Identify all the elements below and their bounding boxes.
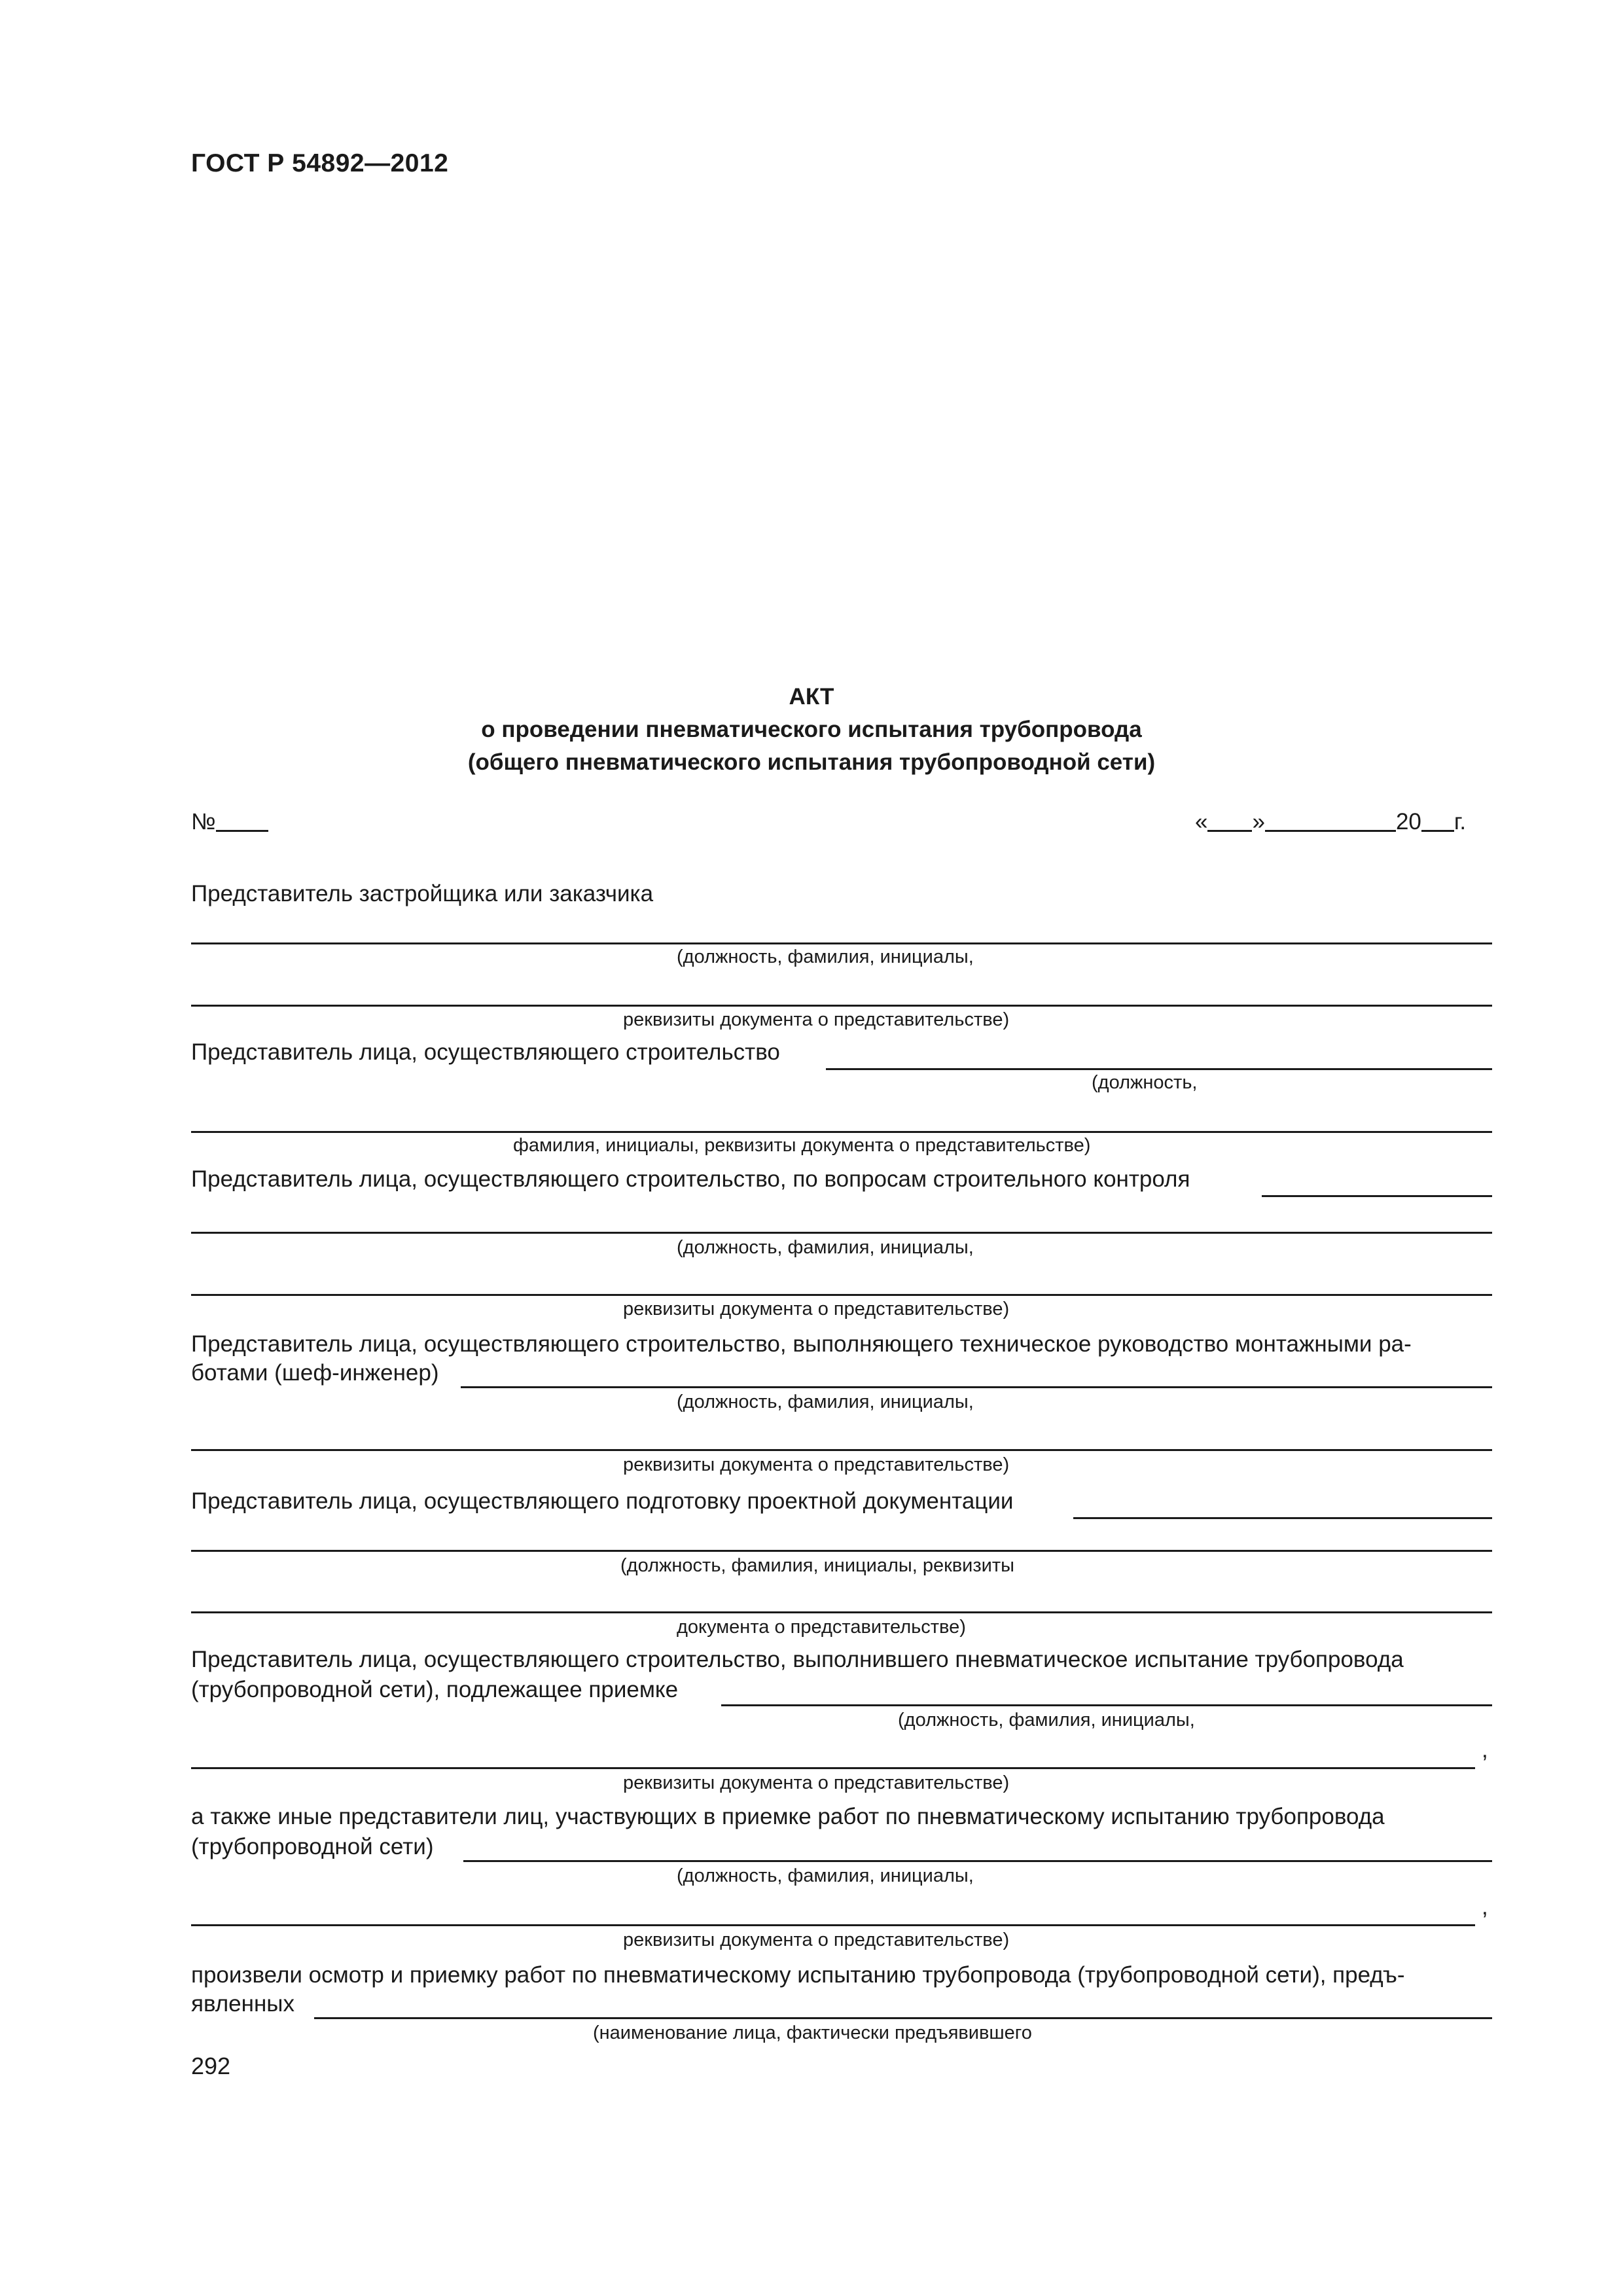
builder-control-field-line-2[interactable] [191,1294,1492,1296]
title-line-alt-subject: (общего пневматического испытания трубопроводной сети) [467,749,1156,775]
tester-label-line-2: (трубопроводной сети), подлежащее приемке [191,1677,679,1702]
date-year-prefix: 20 [1395,809,1421,834]
developer-caption-2: реквизиты документа о представительстве) [623,1009,1010,1030]
document-title [0,681,1623,779]
builder-control-field-inline[interactable] [1262,1195,1492,1197]
developer-caption-1: (должность, фамилия, инициалы, [677,946,974,967]
builder-label: Представитель лица, осуществляющего строительство [191,1039,780,1065]
designer-caption-2: документа о представительстве) [677,1617,966,1638]
date-day-field[interactable] [1207,830,1252,832]
others-label-line-1: а также иные представители лиц, участвующих в приемке работ по пневматическому испытанию трубопровода [191,1804,1385,1829]
developer-field-line-1[interactable] [191,942,1492,944]
chief-engineer-caption-2: реквизиты документа о представительстве) [623,1454,1010,1475]
builder-caption-2: фамилия, инициалы, реквизиты документа о представительстве) [513,1135,1091,1156]
tester-field-inline[interactable] [721,1704,1492,1706]
date-year-suffix: г. [1454,809,1467,834]
chief-engineer-caption-1: (должность, фамилия, инициалы, [677,1391,974,1412]
date-year-field[interactable] [1421,830,1454,832]
act-number-label: № [191,809,216,834]
others-caption-1: (должность, фамилия, инициалы, [677,1865,974,1886]
date-open-quote: « [1195,809,1208,834]
builder-field-line-2[interactable] [191,1131,1492,1133]
inspection-field-inline[interactable] [314,2017,1492,2019]
title-line-act: АКТ [789,684,834,709]
others-trailing-comma: , [1482,1894,1488,1920]
date-month-field[interactable] [1265,830,1396,832]
builder-control-field-line-1[interactable] [191,1232,1492,1234]
tester-trailing-comma: , [1482,1737,1488,1763]
tester-field-line-2[interactable] [191,1767,1475,1769]
builder-control-label: Представитель лица, осуществляющего строительство, по вопросам строительного контроля [191,1166,1190,1192]
tester-label-line-1: Представитель лица, осуществляющего строительство, выполнившего пневматическое испытание трубопровода [191,1647,1404,1672]
builder-field-line-1[interactable] [826,1068,1492,1070]
date-close-quote: » [1252,809,1265,834]
others-field-inline[interactable] [463,1860,1492,1862]
others-label-line-2: (трубопроводной сети) [191,1834,434,1859]
tester-caption-2: реквизиты документа о представительстве) [623,1772,1010,1793]
chief-engineer-label-line-2: ботами (шеф-инженер) [191,1360,439,1386]
document-standard-code: ГОСТ Р 54892—2012 [191,149,449,177]
chief-engineer-field-inline[interactable] [461,1386,1492,1388]
inspection-label-line-2: явленных [191,1991,294,2017]
builder-control-caption-1: (должность, фамилия, инициалы, [677,1237,974,1258]
builder-caption-1: (должность, [1092,1072,1198,1093]
designer-caption-1: (должность, фамилия, инициалы, реквизиты [620,1555,1015,1576]
title-line-subject: о проведении пневматического испытания трубопровода [481,717,1142,742]
chief-engineer-field-line-2[interactable] [191,1449,1492,1451]
designer-field-line-1[interactable] [191,1550,1492,1552]
chief-engineer-label-line-1: Представитель лица, осуществляющего строительство, выполняющего техническое руководство монтажными ра- [191,1331,1412,1357]
builder-control-caption-2: реквизиты документа о представительстве) [623,1299,1010,1319]
designer-field-line-2[interactable] [191,1611,1492,1613]
developer-label: Представитель застройщика или заказчика [191,881,654,906]
others-caption-2: реквизиты документа о представительстве) [623,1929,1010,1950]
inspection-label-line-1: произвели осмотр и приемку работ по пневматическому испытанию трубопровода (трубопроводной сети), предъ- [191,1962,1405,1988]
designer-label: Представитель лица, осуществляющего подготовку проектной документации [191,1488,1014,1514]
tester-caption-1: (должность, фамилия, инициалы, [898,1710,1195,1731]
date-field-group [1195,806,1496,838]
developer-field-line-2[interactable] [191,1005,1492,1007]
inspection-caption-1: (наименование лица, фактически предъявившего [593,2022,1032,2043]
act-number-field[interactable] [216,830,268,832]
page-number: 292 [191,2053,231,2079]
others-field-line-2[interactable] [191,1924,1475,1926]
designer-field-inline[interactable] [1073,1517,1492,1519]
